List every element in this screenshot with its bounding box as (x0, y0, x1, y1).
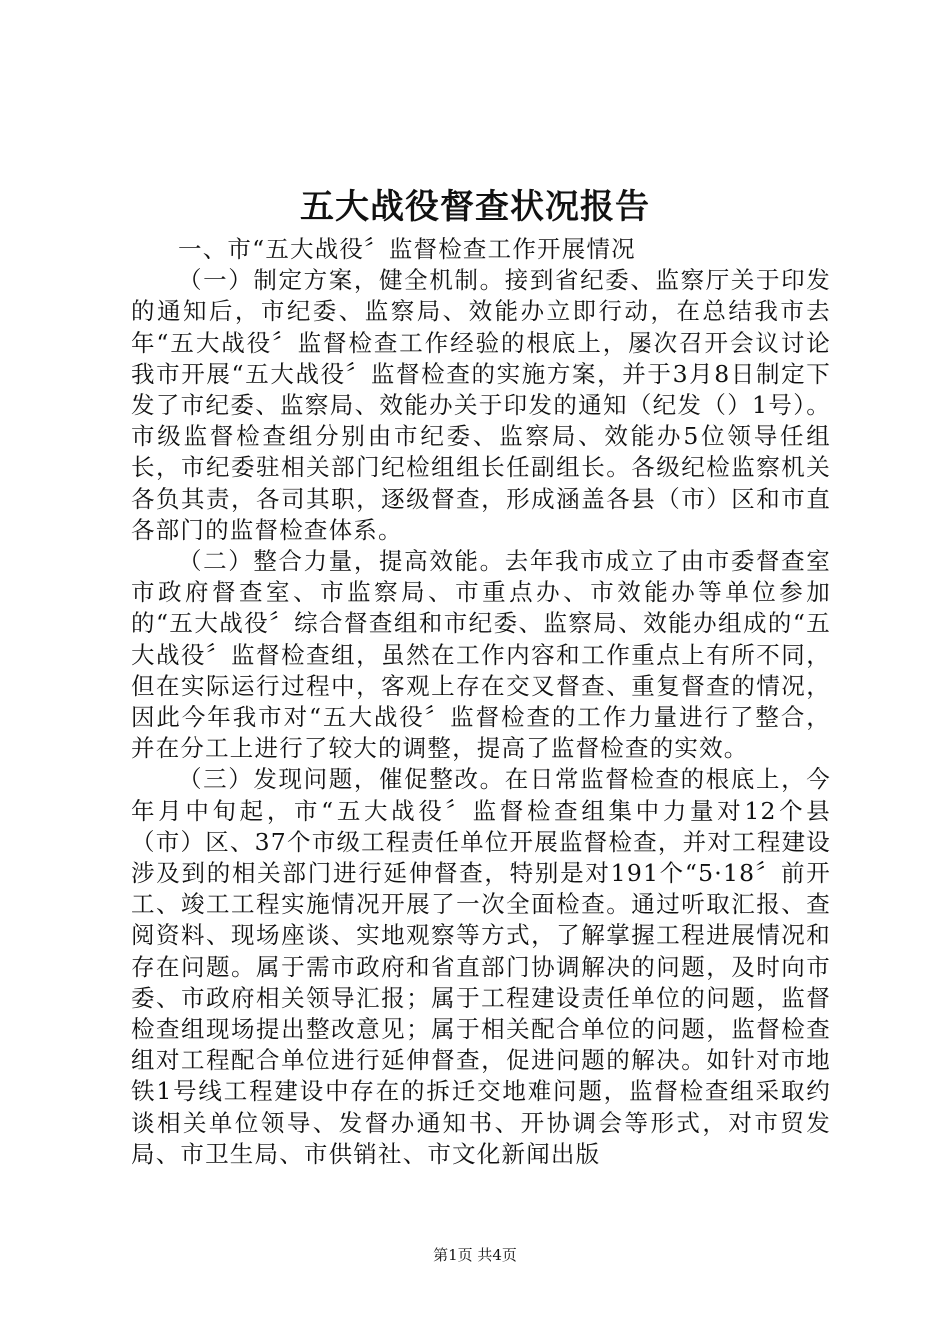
document-title: 五大战役督查状况报告 (300, 187, 650, 227)
paragraph-3: （三）发现问题，催促整改。在日常监督检查的根底上，今年月中旬起，市“五大战役〞监督检查组集中力量对12个县（市）区、37个市级工程责任单位开展监督检查，并对工程建设涉及到的相关部门进行延伸督查，特别是对191个“5·18〞前开工、竣工工程实施情况开展了一次全面检查。通过听取汇报、查阅资料、现场座谈、实地观察等方式，了解掌握工程进展情况和存在问题。属于需市政府和省直部门协调解决的问题，及时向市委、市政府相关领导汇报；属于工程建设责任单位的问题，监督检查组现场提出整改意见；属于相关配合单位的问题，监督检查组对工程配合单位进行延伸督查，促进问题的解决。如针对市地铁1号线工程建设中存在的拆迁交地难问题，监督检查组采取约谈相关单位领导、发督办通知书、开协调会等形式，对市贸发局、市卫生局、市供销社、市文化新闻出版 (131, 765, 831, 1168)
page-number-footer: 第1页 共4页 (433, 1246, 517, 1264)
section-heading: 一、市“五大战役〞监督检查工作开展情况 (178, 235, 636, 263)
paragraph-1: （一）制定方案，健全机制。接到省纪委、监察厅关于印发的通知后，市纪委、监察局、效能办立即行动，在总结我市去年“五大战役〞监督检查工作经验的根底上，屡次召开会议讨论我市开展“五大战役〞监督检查的实施方案，并于3月8日制定下发了市纪委、监察局、效能办关于印发的通知（纪发（）1号）。市级监督检查组分别由市纪委、监察局、效能办5位领导任组长，市纪委驻相关部门纪检组组长任副组长。各级纪检监察机关各负其责，各司其职，逐级督查，形成涵盖各县（市）区和市直各部门的监督检查体系。 (131, 266, 831, 544)
paragraph-2: （二）整合力量，提高效能。去年我市成立了由市委督查室市政府督查室、市监察局、市重点办、市效能办等单位参加的“五大战役〞综合督查组和市纪委、监察局、效能办组成的“五大战役〞监督检查组，虽然在工作内容和工作重点上有所不同，但在实际运行过程中，客观上存在交叉督查、重复督查的情况，因此今年我市对“五大战役〞监督检查的工作力量进行了整合，并在分工上进行了较大的调整，提高了监督检查的实效。 (131, 547, 831, 763)
document-body (131, 234, 831, 1170)
